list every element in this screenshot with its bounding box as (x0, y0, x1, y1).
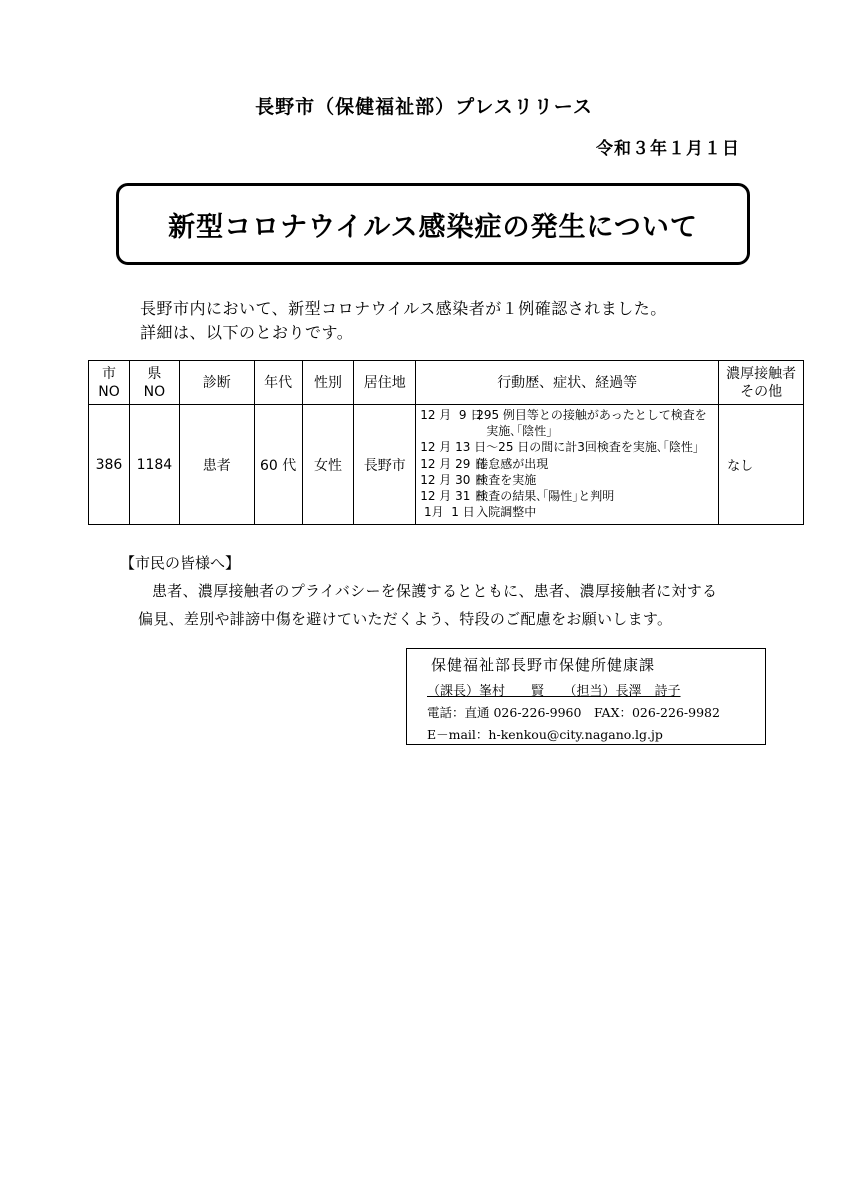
event-2: 12 月 13 日～25 日の間に計3回検査を実施､｢陰性｣ (420, 440, 699, 455)
header-pref-no (129, 361, 179, 405)
press-release-header: 長野市（保健福祉部）プレスリリース (255, 96, 593, 118)
contact-phone: 電話：直通 026-226-9960 FAX：026-226-9982 (427, 705, 720, 720)
cell-age: 60 代 (254, 405, 302, 525)
header-contacts-line2: その他 (740, 383, 783, 400)
event-4 (420, 472, 714, 488)
intro-line-2: 詳細は、以下のとおりです。 (140, 323, 354, 342)
event-1-continuation: 実施､｢陰性｣ (486, 424, 553, 439)
event-6 (420, 504, 714, 520)
intro-line-1: 長野市内において、新型コロナウイルス感染者が１例確認されました。 (140, 299, 667, 318)
cell-sex: 女性 (302, 405, 354, 525)
cell-pref-no: 1184 (129, 405, 179, 525)
header-contacts (719, 361, 804, 405)
event-date: 1月 1 日 (420, 505, 475, 520)
title-box (116, 183, 750, 265)
release-date: 令和３年１月１日 (596, 139, 740, 159)
event-text: 検査の結果､｢陽性｣と判明 (476, 489, 615, 504)
table-row (89, 405, 804, 525)
event-date: 12 月 9 日 (420, 408, 483, 422)
case-table (88, 360, 804, 525)
header-contacts-line1: 濃厚接触者 (726, 365, 797, 382)
contact-office: 保健福祉部長野市保健所健康課 (431, 656, 656, 674)
page-title: 新型コロナウイルス感染症の発生について (168, 211, 698, 243)
cell-diagnosis: 患者 (179, 405, 254, 525)
event-1 (420, 407, 714, 423)
notice-line-2: 偏見、差別や誹謗中傷を避けていただくよう、特段のご配慮をお願いします。 (138, 610, 673, 628)
header-residence: 居住地 (354, 361, 416, 405)
cell-city-no: 386 (89, 405, 130, 525)
event-text: 倦怠感が出現 (476, 456, 549, 471)
cell-history (416, 405, 719, 525)
notice-line-1: 患者、濃厚接触者のプライバシーを保護するとともに、患者、濃厚接触者に対する (152, 582, 718, 600)
contact-box (406, 648, 766, 745)
table-header-row (89, 361, 804, 405)
header-age: 年代 (254, 361, 302, 405)
header-city-no-line2: NO (98, 383, 120, 400)
event-3 (420, 456, 714, 472)
event-5 (420, 488, 714, 504)
header-pref-no-line2: NO (143, 383, 166, 400)
event-text: 295 例目等との接触があったとして検査を (476, 408, 707, 422)
contact-email: E－mail：h-kenkou@city.nagano.lg.jp (427, 727, 663, 742)
header-sex: 性別 (302, 361, 354, 405)
notice-heading: 【市民の皆様へ】 (120, 554, 241, 572)
event-text: 検査を実施 (476, 472, 537, 487)
cell-residence: 長野市 (354, 405, 416, 525)
header-diagnosis: 診断 (179, 361, 254, 405)
header-pref-no-line1: 県 (147, 365, 162, 382)
header-city-no (89, 361, 130, 405)
event-date: 12 月 30 日 (420, 472, 487, 487)
event-date: 12 月 29 日 (420, 456, 487, 471)
header-city-no-line1: 市 (101, 365, 116, 382)
contact-staff: （課長）峯村 賢 （担当）長澤 詩子 (427, 684, 681, 699)
header-history: 行動歴、症状、経過等 (416, 361, 719, 405)
event-date: 12 月 31 日 (420, 489, 487, 504)
cell-contacts: なし (719, 405, 804, 525)
event-text: 入院調整中 (476, 505, 537, 520)
